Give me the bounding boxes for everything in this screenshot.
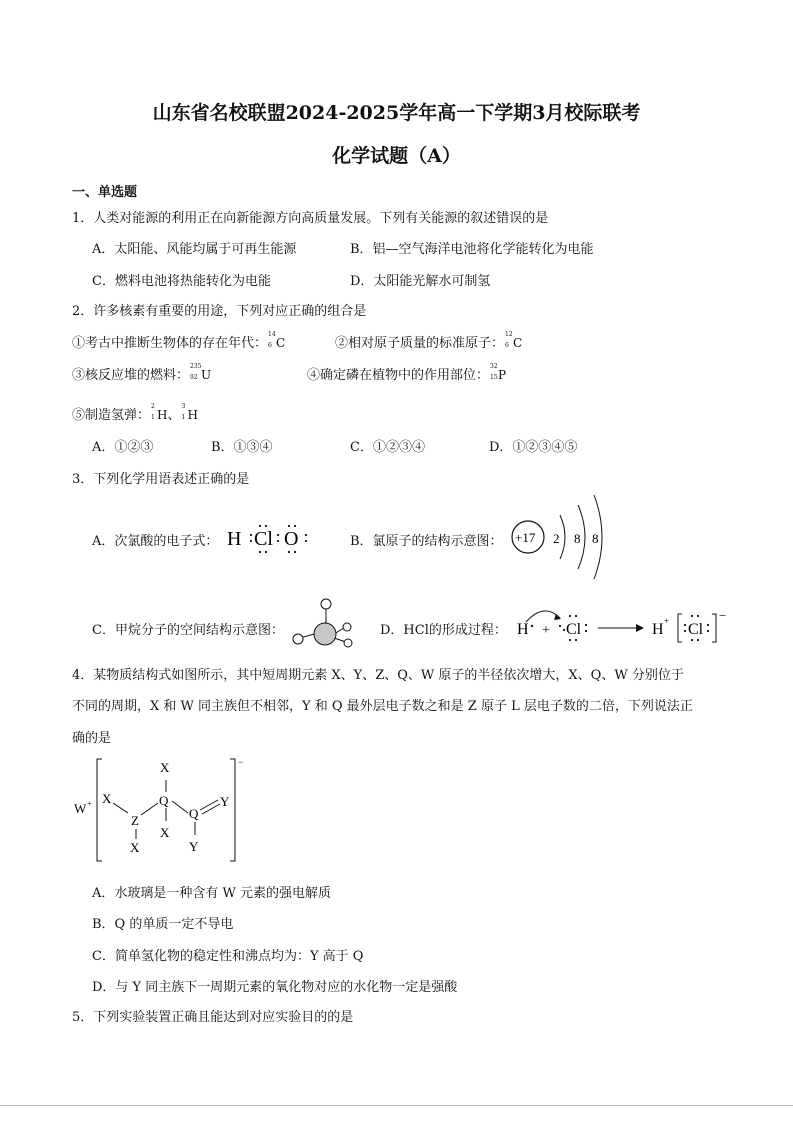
hcl-formation-diagram — [512, 604, 734, 648]
nuclide-h3: 3 1 H — [181, 403, 198, 422]
svg-text:H: H — [517, 621, 529, 638]
q4-stem-line-1: 4．某物质结构式如图所示，其中短周期元素 X、Y、Z、Q、W 原子的半径依次增大，X、Q、W 分别位于 — [72, 668, 684, 683]
svg-text:+: + — [87, 799, 92, 808]
q4-stem-line-2: 不同的周期，X 和 W 同主族但不相邻，Y 和 Q 最外层电子数之和是 Z 原子 L 层电子数的二倍，下列说法正 — [72, 699, 693, 714]
nuclide-p32: 32 15 P — [490, 363, 507, 382]
svg-text:−: − — [719, 608, 727, 623]
svg-text:Cl: Cl — [254, 528, 273, 550]
svg-text:X: X — [130, 840, 140, 855]
svg-text:Y: Y — [189, 839, 199, 854]
svg-text:Z: Z — [131, 813, 139, 828]
chlorine-atom-diagram — [508, 493, 608, 583]
q2-option-a: A．①②③ — [92, 440, 154, 455]
q1-option-d: D．太阳能光解水可制氢 — [350, 274, 491, 289]
q4-option-d: D．与 Y 同主族下一周期元素的氧化物对应的水化物一定是强酸 — [92, 980, 458, 995]
svg-text:8: 8 — [574, 531, 581, 546]
svg-text:X: X — [160, 760, 170, 775]
svg-text:O: O — [284, 528, 299, 550]
svg-text:+: + — [664, 616, 670, 626]
nuclide-c12: 12 6 C — [505, 331, 523, 350]
q5-stem: 5．下列实验装置正确且能达到对应实验目的的是 — [72, 1010, 354, 1025]
svg-text:X: X — [160, 825, 170, 840]
svg-text:Q: Q — [189, 806, 199, 821]
methane-model — [292, 596, 356, 656]
q4-stem-line-3: 确的是 — [72, 731, 112, 746]
svg-text:H: H — [227, 528, 242, 550]
q1-option-b: B．铝—空气海洋电池将化学能转化为电能 — [350, 242, 594, 257]
q4-structural-formula — [72, 755, 252, 867]
q3-option-d: D．HCl的形成过程： — [380, 623, 507, 638]
q2-option-c: C．①②③④ — [350, 440, 425, 455]
svg-text:Cl: Cl — [688, 621, 704, 638]
svg-text:+: + — [542, 623, 550, 638]
q4-option-c: C．简单氢化物的稳定性和沸点均为：Y 高于 Q — [92, 949, 364, 964]
hclo-electron-formula — [222, 518, 312, 558]
svg-text:X: X — [102, 791, 112, 806]
page-subtitle: 化学试题（A） — [332, 145, 461, 167]
q2-option-b: B．①③④ — [211, 440, 273, 455]
q2-item-3: ③核反应堆的燃料： 235 92 U — [72, 363, 212, 383]
section-heading: 一、单选题 — [72, 185, 138, 200]
q2-item-1: ①考古中推断生物体的存在年代： 14 6 C — [72, 331, 286, 351]
q1-option-a: A．太阳能、风能均属于可再生能源 — [92, 242, 297, 257]
nuclide-u235: 235 92 U — [190, 363, 212, 382]
svg-text:Cl: Cl — [566, 621, 582, 638]
svg-text:−: − — [238, 757, 244, 767]
nuclide-c14: 14 6 C — [268, 331, 286, 350]
nuclide-h2: 2 1 H — [151, 403, 168, 422]
q1-option-c: C．燃料电池将热能转化为电能 — [92, 274, 271, 289]
q3-option-c: C．甲烷分子的空间结构示意图： — [92, 623, 284, 638]
svg-text:Q: Q — [159, 793, 169, 808]
page-title: 山东省名校联盟2024-2025学年高一下学期3月校际联考 — [152, 102, 641, 124]
q4-option-b: B．Q 的单质一定不导电 — [92, 917, 234, 932]
q2-item-5: ⑤制造氢弹： 2 1 H、 3 1 H — [72, 403, 198, 423]
page-bottom-divider — [0, 1105, 793, 1106]
svg-text:2: 2 — [553, 531, 560, 546]
svg-text:+17: +17 — [515, 530, 536, 545]
q2-option-d: D．①②③④⑤ — [489, 440, 578, 455]
q3-option-a: A．次氯酸的电子式： — [92, 534, 219, 549]
q4-option-a: A．水玻璃是一种含有 W 元素的强电解质 — [92, 886, 332, 901]
svg-text:H: H — [652, 621, 664, 638]
svg-text:Y: Y — [220, 794, 230, 809]
q2-item-4: ④确定磷在植物中的作用部位： 32 15 P — [307, 363, 507, 383]
svg-text:8: 8 — [592, 531, 599, 546]
svg-text:W: W — [74, 801, 87, 816]
q2-item-2: ②相对原子质量的标准原子： 12 6 C — [335, 331, 523, 351]
q3-option-b: B．氯原子的结构示意图： — [350, 534, 503, 549]
q3-stem: 3．下列化学用语表述正确的是 — [72, 472, 250, 487]
q1-stem: 1．人类对能源的利用正在向新能源方向高质量发展。下列有关能源的叙述错误的是 — [72, 211, 549, 226]
q2-stem: 2．许多核素有重要的用途，下列对应正确的组合是 — [72, 304, 367, 319]
